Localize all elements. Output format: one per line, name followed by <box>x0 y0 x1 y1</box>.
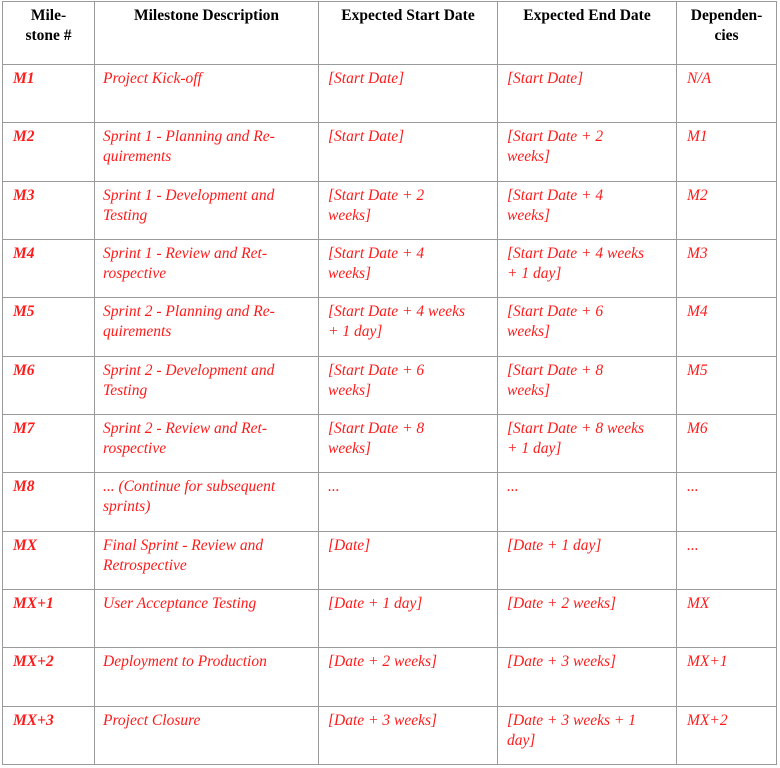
dependencies-cell: M2 <box>677 181 777 239</box>
expected-start-date-cell: [Start Date + 8 weeks] <box>319 414 498 472</box>
milestone-description-cell: Sprint 1 - Review and Ret- rospective <box>95 239 319 297</box>
table-row <box>3 123 777 181</box>
expected-start-date-cell: [Start Date + 2 weeks] <box>319 181 498 239</box>
milestones-table <box>2 1 777 765</box>
header-expected-start-date: Expected Start Date <box>319 2 498 65</box>
milestone-id-cell: M5 <box>3 298 95 356</box>
expected-start-date-cell: [Date + 1 day] <box>319 589 498 647</box>
milestone-id-cell: M7 <box>3 414 95 472</box>
table-row <box>3 239 777 297</box>
milestone-id-cell: M4 <box>3 239 95 297</box>
header-milestone-number: Mile- stone # <box>3 2 95 65</box>
milestone-id-cell: M1 <box>3 65 95 123</box>
header-dependencies: Dependen- cies <box>677 2 777 65</box>
expected-start-date-cell: [Start Date + 4 weeks + 1 day] <box>319 298 498 356</box>
milestone-id-cell: M8 <box>3 473 95 531</box>
dependencies-cell: MX+2 <box>677 706 777 764</box>
dependencies-cell: MX+1 <box>677 648 777 706</box>
milestone-description-cell: Sprint 2 - Development and Testing <box>95 356 319 414</box>
expected-end-date-cell: [Date + 3 weeks] <box>498 648 677 706</box>
expected-end-date-cell: [Start Date + 8 weeks] <box>498 356 677 414</box>
table-row <box>3 706 777 764</box>
table-row <box>3 65 777 123</box>
dependencies-cell: M6 <box>677 414 777 472</box>
expected-end-date-cell: [Start Date + 4 weeks + 1 day] <box>498 239 677 297</box>
table-row <box>3 589 777 647</box>
table-row <box>3 473 777 531</box>
table-row <box>3 531 777 589</box>
expected-start-date-cell: [Date + 2 weeks] <box>319 648 498 706</box>
milestone-id-cell: MX+1 <box>3 589 95 647</box>
table-row <box>3 298 777 356</box>
milestone-description-cell: Sprint 2 - Planning and Re- quirements <box>95 298 319 356</box>
header-milestone-description: Milestone Description <box>95 2 319 65</box>
milestone-id-cell: M2 <box>3 123 95 181</box>
milestone-description-cell: ... (Continue for subsequent sprints) <box>95 473 319 531</box>
header-expected-end-date: Expected End Date <box>498 2 677 65</box>
dependencies-cell: ... <box>677 473 777 531</box>
milestone-id-cell: MX+2 <box>3 648 95 706</box>
milestone-id-cell: M6 <box>3 356 95 414</box>
milestone-description-cell: Final Sprint - Review and Retrospective <box>95 531 319 589</box>
dependencies-cell: ... <box>677 531 777 589</box>
table-row <box>3 648 777 706</box>
expected-end-date-cell: [Start Date + 2 weeks] <box>498 123 677 181</box>
header-row <box>3 2 777 65</box>
expected-end-date-cell: [Start Date + 8 weeks + 1 day] <box>498 414 677 472</box>
dependencies-cell: M5 <box>677 356 777 414</box>
milestone-description-cell: Deployment to Production <box>95 648 319 706</box>
expected-start-date-cell: [Start Date + 6 weeks] <box>319 356 498 414</box>
milestone-id-cell: MX <box>3 531 95 589</box>
expected-start-date-cell: [Start Date] <box>319 123 498 181</box>
expected-end-date-cell: [Start Date + 4 weeks] <box>498 181 677 239</box>
expected-end-date-cell: [Date + 3 weeks + 1 day] <box>498 706 677 764</box>
expected-end-date-cell: [Date + 1 day] <box>498 531 677 589</box>
dependencies-cell: M3 <box>677 239 777 297</box>
expected-end-date-cell: [Start Date + 6 weeks] <box>498 298 677 356</box>
table-row <box>3 181 777 239</box>
expected-end-date-cell: [Date + 2 weeks] <box>498 589 677 647</box>
dependencies-cell: N/A <box>677 65 777 123</box>
milestone-description-cell: Project Closure <box>95 706 319 764</box>
milestone-description-cell: User Acceptance Testing <box>95 589 319 647</box>
table-body <box>3 65 777 765</box>
expected-start-date-cell: ... <box>319 473 498 531</box>
milestone-description-cell: Sprint 2 - Review and Ret- rospective <box>95 414 319 472</box>
expected-end-date-cell: [Start Date] <box>498 65 677 123</box>
table-row <box>3 414 777 472</box>
expected-start-date-cell: [Date + 3 weeks] <box>319 706 498 764</box>
expected-start-date-cell: [Start Date + 4 weeks] <box>319 239 498 297</box>
dependencies-cell: MX <box>677 589 777 647</box>
milestone-description-cell: Sprint 1 - Planning and Re- quirements <box>95 123 319 181</box>
expected-start-date-cell: [Date] <box>319 531 498 589</box>
expected-start-date-cell: [Start Date] <box>319 65 498 123</box>
dependencies-cell: M4 <box>677 298 777 356</box>
milestone-id-cell: M3 <box>3 181 95 239</box>
dependencies-cell: M1 <box>677 123 777 181</box>
table-row <box>3 356 777 414</box>
milestone-description-cell: Project Kick-off <box>95 65 319 123</box>
expected-end-date-cell: ... <box>498 473 677 531</box>
milestone-description-cell: Sprint 1 - Development and Testing <box>95 181 319 239</box>
milestone-id-cell: MX+3 <box>3 706 95 764</box>
